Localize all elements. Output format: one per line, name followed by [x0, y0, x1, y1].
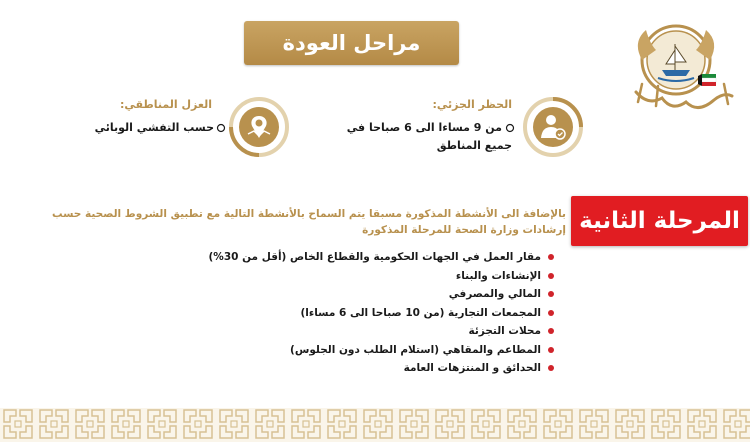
area-isolation-title: العزل المناطقي: — [119, 98, 212, 111]
user-shield-icon — [522, 96, 584, 158]
decorative-pattern-border — [0, 406, 750, 442]
list-item: المالي والمصرفي — [150, 285, 554, 304]
phase-intro-line2: إرشادات وزارة الصحة للمرحلة المذكورة — [362, 224, 566, 236]
bullet-dot-icon — [548, 328, 554, 334]
page-title-banner — [244, 21, 459, 65]
list-item: الحدائق و المنتزهات العامة — [150, 359, 554, 378]
allowed-activities-list — [150, 248, 554, 378]
location-map-icon — [228, 96, 290, 158]
list-item: مقار العمل في الجهات الحكومية والقطاع الخاص (أقل من 30%) — [150, 248, 554, 267]
phase-intro-line1: بالإضافة الى الأنشطة المذكورة مسبقا يتم السماح بالأنشطة التالية مع تطبيق الشروط الصحية حسب — [52, 208, 566, 220]
page-title: مراحل العودة — [282, 31, 421, 55]
bullet-dot-icon — [548, 254, 554, 260]
bullet-dot-icon — [548, 310, 554, 316]
partial-curfew-line1: من 9 مساءا الى 6 صباحا في — [346, 121, 502, 134]
phase-label-box — [571, 196, 748, 246]
partial-curfew-line2: جميع المناطق — [436, 139, 512, 152]
bullet-ring-icon — [505, 123, 515, 133]
list-item: المطاعم والمقاهي (استلام الطلب دون الجلوس) — [150, 341, 554, 360]
phase-intro — [20, 206, 566, 238]
area-isolation-text: حسب التفشي الوبائي — [94, 121, 214, 134]
bullet-ring-icon — [216, 123, 226, 133]
bullet-dot-icon — [548, 347, 554, 353]
phase-label: المرحلة الثانية — [579, 208, 740, 234]
list-item: الإنشاءات والبناء — [150, 267, 554, 286]
list-item: محلات التجزئة — [150, 322, 554, 341]
bullet-dot-icon — [548, 273, 554, 279]
bullet-dot-icon — [548, 291, 554, 297]
list-item: المجمعات التجارية (من 10 صباحا الى 6 مساءا) — [150, 304, 554, 323]
kuwait-national-assembly-emblem — [628, 22, 740, 118]
partial-curfew-title: الحظر الجزئي: — [432, 98, 512, 111]
bullet-dot-icon — [548, 365, 554, 371]
